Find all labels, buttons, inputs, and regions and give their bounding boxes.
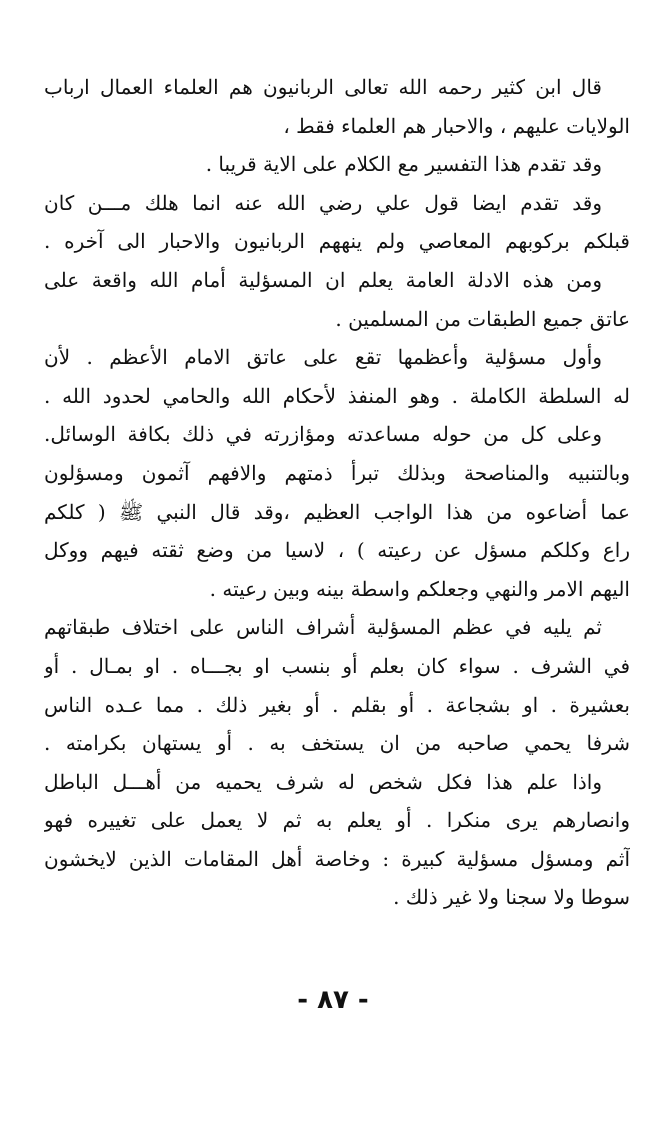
- text-line-11: وبالتنبيه والمناصحة وبذلك تبرأ ذمتهم والافهم آثمون ومسؤلون: [44, 460, 630, 485]
- text-line-5: قبلكم بركوبهم المعاصي ولم ينههم الربانيون والاحبار الى آخره .: [44, 229, 630, 254]
- text-line-20: وانصارهم يرى منكرا . أو يعلم به ثم لا يعمل على تغييره فهو: [44, 808, 630, 833]
- text-line-22: سوطا ولا سجنا ولا غير ذلك .: [393, 885, 630, 910]
- text-line-14: اليهم الامر والنهي وجعلكم واسطة بينه وبين رعيته .: [209, 576, 630, 601]
- text-line-10: وعلى كل من حوله مساعدته ومؤازرته في ذلك بكافة الوسائل.: [44, 422, 602, 447]
- text-line-21: آثم ومسؤل مسؤلية كبيرة : وخاصة أهل المقامات الذين لايخشون: [44, 846, 630, 871]
- text-line-4: وقد تقدم ايضا قول علي رضي الله عنه انما هلك مـــن كان: [44, 190, 602, 215]
- text-line-12: عما أضاعوه من هذا الواجب العظيم ،وقد قال النبي ﷺ ( كلكم: [44, 499, 630, 524]
- text-line-9: له السلطة الكاملة . وهو المنفذ لأحكام الله والحامي لحدود الله .: [44, 383, 630, 408]
- text-line-1: قال ابن كثير رحمه الله تعالى الربانيون هم العلماء العمال ارباب: [44, 75, 602, 99]
- text-line-16: في الشرف . سواء كان بعلم أو بنسب او بجـــاه . او بمـال . أو: [44, 653, 630, 678]
- text-line-15: ثم يليه في عظم المسؤلية أشراف الناس على اختلاف طبقاتهم: [44, 615, 602, 640]
- text-line-2: الولايات عليهم ، والاحبار هم العلماء فقط ،: [283, 113, 630, 138]
- page-number: - ٨٧ -: [297, 985, 369, 1015]
- text-line-17: بعشيرة . او بشجاعة . أو بقلم . أو بغير ذلك . مما عـده الناس: [44, 692, 630, 717]
- text-line-7: عاتق جميع الطبقات من المسلمين .: [335, 306, 630, 331]
- text-line-18: شرفا يحمي صاحبه من ان يستخف به . أو يستهان بكرامته .: [44, 731, 630, 756]
- text-line-19: واذا علم هذا فكل شخص له شرف يحميه من أهـــل الباطل: [44, 769, 602, 794]
- body-text: [44, 68, 630, 917]
- text-line-6: ومن هذه الادلة العامة يعلم ان المسؤلية أمام الله واقعة على: [44, 267, 602, 292]
- text-line-3: وقد تقدم هذا التفسير مع الكلام على الاية قريبا .: [205, 152, 602, 177]
- text-line-13: راع وكلكم مسؤل عن رعيته ) ، لاسيا من وضع ثقته فيهم ووكل: [44, 538, 630, 563]
- text-line-8: وأول مسؤلية وأعظمها تقع على عاتق الامام الأعظم . لأن: [44, 345, 602, 370]
